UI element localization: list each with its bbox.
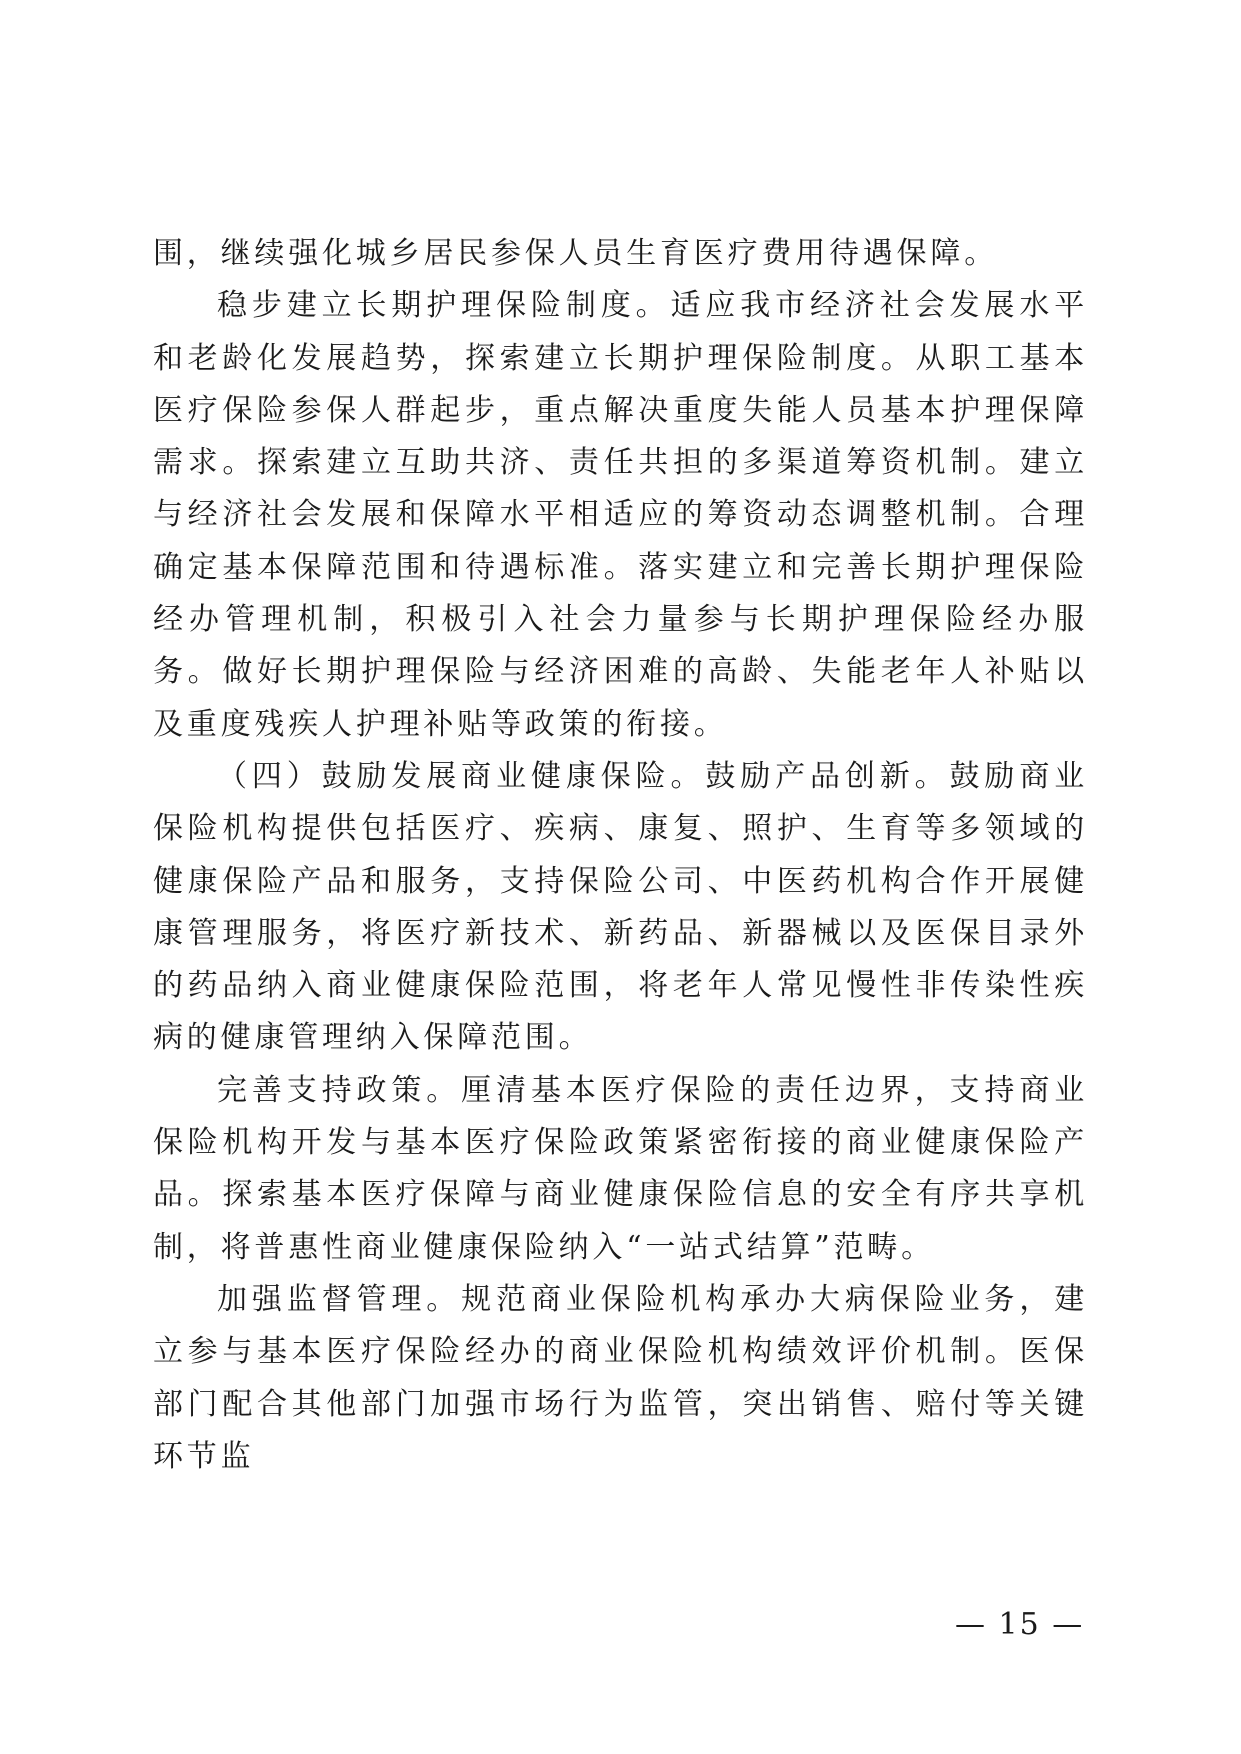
paragraph-long-term-care: 稳步建立长期护理保险制度。适应我市经济社会发展水平和老龄化发展趋势，探索建立长期护理保险制度。从职工基本医疗保险参保人群起步，重点解决重度失能人员基本护理保障需求。探索建立互助共济、责任共担的多渠道筹资机制。建立与经济社会发展和保障水平相适应的筹资动态调整机制。合理确定基本保障范围和待遇标准。落实建立和完善长期护理保险经办管理机制，积极引入社会力量参与长期护理保险经办服务。做好长期护理保险与经济困难的高龄、失能老年人补贴以及重度残疾人护理补贴等政策的衔接。 bbox=[153, 288, 1088, 742]
paragraph-commercial-insurance: （四）鼓励发展商业健康保险。鼓励产品创新。鼓励商业保险机构提供包括医疗、疾病、康复、照护、生育等多领域的健康保险产品和服务，支持保险公司、中医药机构合作开展健康管理服务，将医疗新技术、新药品、新器械以及医保目录外的药品纳入商业健康保险范围，将老年人常见慢性非传染性疾病的健康管理纳入保障范围。 bbox=[153, 758, 1088, 1056]
paragraph-supervision: 加强监督管理。规范商业保险机构承办大病保险业务，建立参与基本医疗保险经办的商业保险机构绩效评价机制。医保部门配合其他部门加强市场行为监管，突出销售、赔付等关键环节监 bbox=[153, 1281, 1088, 1474]
body-text bbox=[153, 228, 1088, 1483]
paragraph-support-policy: 完善支持政策。厘清基本医疗保险的责任边界，支持商业保险机构开发与基本医疗保险政策紧密衔接的商业健康保险产品。探索基本医疗保障与商业健康保险信息的安全有序共享机制，将普惠性商业健康保险纳入“一站式结算”范畴。 bbox=[153, 1072, 1088, 1265]
paragraph-continuation: 围，继续强化城乡居民参保人员生育医疗费用待遇保障。 bbox=[153, 236, 998, 271]
page-number: — 15 — bbox=[955, 1607, 1085, 1642]
